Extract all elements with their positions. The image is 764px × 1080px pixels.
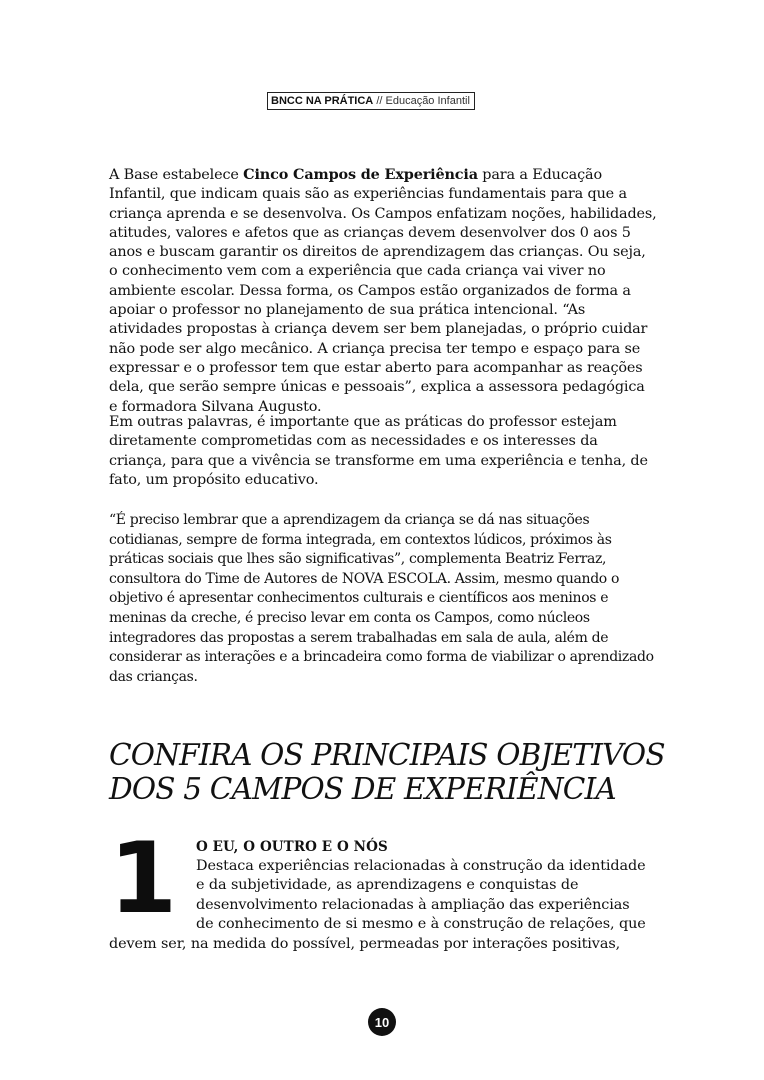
campo-number: 1 — [109, 822, 176, 936]
paragraph-intro-rest: para a Educação Infantil, que indicam quais são as experiências fundamentais para que a criança aprenda e se desenvolva. Os Campos enfatizam noções, habilidades, atitudes, valores e afetos que as crianças devem desenvolver dos 0 aos 5 anos e buscam garantir os direitos de aprendizagem das crianças. Ou seja, o conhecimento vem com a experiência que cada criança vai viver no ambiente escolar. Dessa forma, os Campos estão organizados de forma a apoiar o professor no planejamento de sua prática intencional. “As atividades propostas à criança devem ser bem planejadas, o próprio cuidar não pode ser algo mecânico. A criança precisa ter tempo e espaço para se expressar e o professor tem que estar aberto para acompanhar as reações dela, que serão sempre únicas e pessoais”, explica a assessora pedagógica e formadora Silvana Augusto. — [109, 167, 657, 415]
header-subtitle: Educação Infantil — [385, 95, 470, 107]
campo-description — [109, 857, 657, 954]
paragraph-quote — [109, 511, 657, 687]
campo-line: Destaca experiências relacionadas à construção da identidade — [196, 858, 646, 874]
paragraph-quote-text: “É preciso lembrar que a aprendizagem da criança se dá nas situações cotidianas, sempre de forma integrada, em contextos lúdicos, próximos às práticas sociais que lhes são significativas”, complementa Beatriz Ferraz, consultora do Time de Autores de NOVA ESCOLA. Assim, mesmo quando o objetivo é apresentar conhecimentos culturais e científicos aos meninos e meninas da creche, é preciso levar em conta os Campos, como núcleos integradores das propostas a serem trabalhadas em sala de aula, além de considerar as interações e a brincadeira como forma de viabilizar o aprendizado das crianças. — [109, 512, 654, 685]
page-number: 10 — [368, 1008, 396, 1036]
paragraph-intro-start: A Base estabelece — [109, 167, 244, 183]
campo-line: devem ser, na medida do possível, permeadas por interações positivas, — [109, 935, 621, 952]
campo-line: e da subjetividade, as aprendizagens e conquistas de — [196, 877, 579, 894]
campo-line: desenvolvimento relacionadas à ampliação das experiências — [196, 896, 630, 913]
campo-title: O EU, O OUTRO E O NÓS — [196, 839, 388, 855]
header-separator: // — [373, 95, 386, 107]
paragraph-intro — [109, 165, 657, 417]
running-header — [267, 92, 475, 110]
section-title-line1: CONFIRA OS PRINCIPAIS OBJETIVOS — [109, 738, 665, 772]
paragraph-second-text: Em outras palavras, é importante que as práticas do professor estejam diretamente comprometidas com as necessidades e os interesses da criança, para que a vivência se transforme em uma experiência e tenha, de fato, um propósito educativo. — [109, 414, 648, 488]
section-title-line2: DOS 5 CAMPOS DE EXPERIÊNCIA — [109, 772, 616, 806]
paragraph-second — [109, 413, 657, 490]
section-title — [109, 738, 669, 806]
header-title: BNCC NA PRÁTICA — [271, 95, 374, 107]
campo-line: de conhecimento de si mesmo e à construção de relações, que — [196, 916, 646, 933]
paragraph-intro-bold: Cinco Campos de Experiência — [243, 166, 478, 183]
